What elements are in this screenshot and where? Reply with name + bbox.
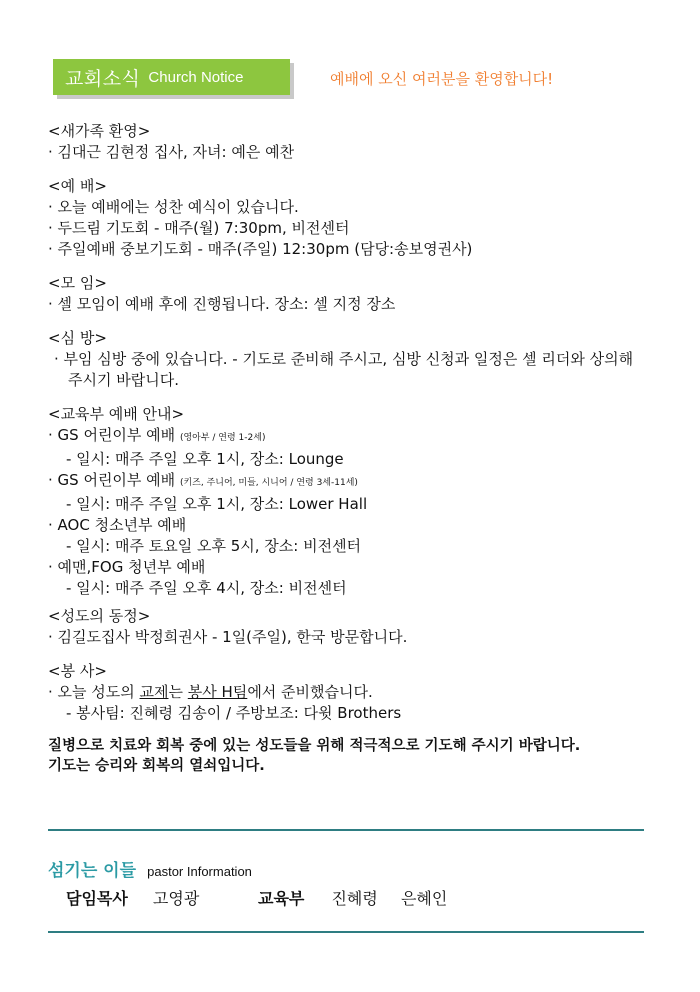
service-text-team: 봉사 H팀 [187,683,248,701]
welcome-message: 예배에 오신 여러분을 환영합니다! [330,70,554,88]
service-title: <봉 사> [48,662,107,680]
service-text-b: 는 [168,683,188,701]
header-title-english: Church Notice [148,68,244,86]
education-title: <교육부 예배 안내> [48,405,185,423]
edu-gs2-time: - 일시: 매주 주일 오후 1시, 장소: Lower Hall [66,495,368,513]
divider-bottom [48,931,644,933]
closing-line-1: 질병으로 치료와 회복 중에 있는 성도들을 위해 적극적으로 기도해 주시기 바랍니다. [48,738,581,754]
staff-senior-pastor [66,886,199,909]
staff-title-korean: 섬기는 이들 [48,861,137,881]
service-item-1 [48,682,648,703]
newfamily-item: · 김대근 김현정 집사, 자녀: 예은 예찬 [48,143,295,161]
edu-gs1-note: (영아부 / 연령 1-2세) [179,433,266,443]
header-title-korean: 교회소식 [65,67,141,90]
edu-aoc-name: · AOC 청소년부 예배 [48,516,187,534]
service-item-2: - 봉사팀: 진혜령 김송이 / 주방보조: 다윗 Brothers [66,704,402,722]
edu-gs2-name [48,470,648,494]
role-senior-pastor: 담임목사 [66,889,128,908]
edu-gs1-name [48,425,648,449]
meeting-title: <모 임> [48,274,107,292]
edu-fog-time: - 일시: 매주 주일 오후 4시, 장소: 비전센터 [66,579,347,597]
members-title: <성도의 동정> [48,607,151,625]
worship-item-3: · 주일예배 중보기도회 - 매주(주일) 12:30pm (담당:송보영권사) [48,240,473,258]
visit-title: <심 방> [48,329,107,347]
role-education: 교육부 [258,889,305,908]
newfamily-title: <새가족 환영> [48,122,151,140]
service-text-a: · 오늘 성도의 [48,683,140,701]
worship-item-1: · 오늘 예배에는 성찬 예식이 있습니다. [48,198,299,216]
worship-title: <예 배> [48,177,107,195]
worship-item-2: · 두드림 기도회 - 매주(월) 7:30pm, 비전센터 [48,219,350,237]
edu-gs2-label: · GS 어린이부 예배 [48,471,176,489]
staff-heading [48,856,252,881]
edu-aoc-time: - 일시: 매주 토요일 오후 5시, 장소: 비전센터 [66,537,362,555]
name-education-2: 은혜인 [400,889,448,908]
staff-education [258,886,447,909]
edu-fog-name: · 예맨,FOG 청년부 예배 [48,558,206,576]
name-senior-pastor: 고영광 [152,889,200,908]
service-text-c: 에서 준비했습니다. [247,683,373,701]
church-notice-header [53,59,290,95]
members-item: · 김길도집사 박정희권사 - 1일(주일), 한국 방문합니다. [48,628,408,646]
divider-top [48,829,644,831]
notice-content [48,120,648,776]
name-education-1: 진혜령 [331,889,378,908]
visit-item: · 부임 심방 중에 있습니다. - 기도로 준비해 주시고, 심방 신청과 일정은 셀 리더와 상의해 주시기 바랍니다. [54,350,634,389]
closing-line-2: 기도는 승리와 회복의 열쇠입니다. [48,758,265,774]
edu-gs2-note: (키즈, 주니어, 미들, 시니어 / 연령 3세-11세) [179,478,358,488]
edu-gs1-label: · GS 어린이부 예배 [48,426,176,444]
staff-title-english: pastor Information [147,864,252,879]
meeting-item: · 셀 모임이 예배 후에 진행됩니다. 장소: 셀 지정 장소 [48,295,396,313]
service-text-fellowship: 교제 [139,683,169,701]
edu-gs1-time: - 일시: 매주 주일 오후 1시, 장소: Lounge [66,450,344,468]
